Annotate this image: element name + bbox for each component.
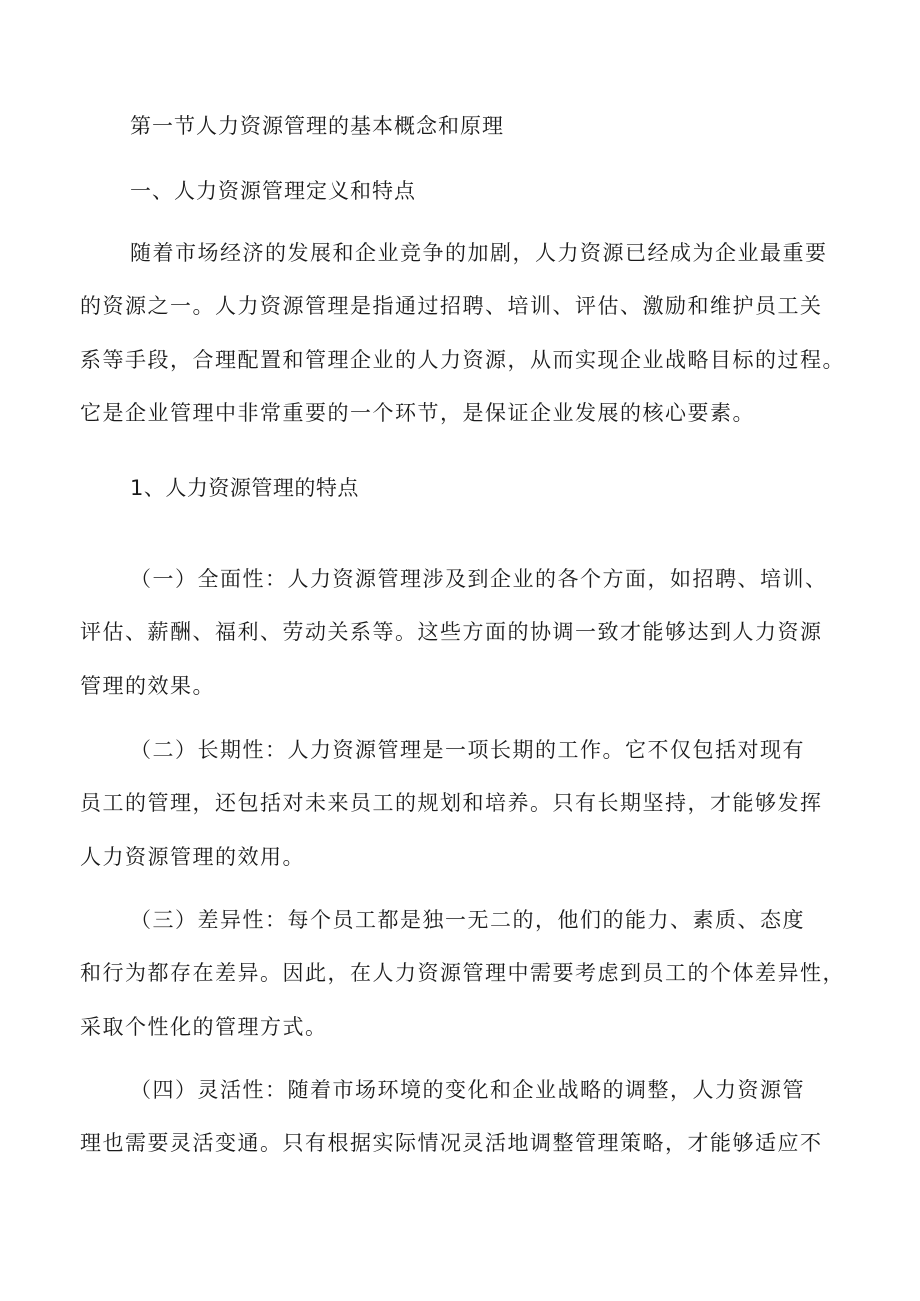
section-title: 第一节人力资源管理的基本概念和原理 — [130, 114, 504, 138]
paragraph-line: 系等手段，合理配置和管理企业的人力资源，从而实现企业战略目标的过程。 — [80, 348, 845, 372]
paragraph-line: 它是企业管理中非常重要的一个环节，是保证企业发展的核心要素。 — [80, 401, 755, 425]
paragraph-line: （三）差异性：每个员工都是独一无二的，他们的能力、素质、态度 — [130, 908, 805, 932]
paragraph-line: 和行为都存在差异。因此，在人力资源管理中需要考虑到员工的个体差异性， — [80, 961, 845, 985]
paragraph-line: 的资源之一。人力资源管理是指通过招聘、培训、评估、激励和维护员工关 — [80, 294, 823, 318]
paragraph-line: 人力资源管理的效用。 — [80, 845, 305, 869]
paragraph-line: 管理的效果。 — [80, 674, 215, 698]
paragraph-line: 员工的管理，还包括对未来员工的规划和培养。只有长期坚持，才能够发挥 — [80, 791, 823, 815]
features-heading: 1、人力资源管理的特点 — [130, 476, 359, 500]
paragraph-line: 评估、薪酬、福利、劳动关系等。这些方面的协调一致才能够达到人力资源 — [80, 620, 823, 644]
paragraph-line: （一）全面性：人力资源管理涉及到企业的各个方面，如招聘、培训、 — [130, 567, 828, 591]
paragraph-line: 理也需要灵活变通。只有根据实际情况灵活地调整管理策略，才能够适应不 — [80, 1131, 823, 1155]
paragraph-line: （二）长期性：人力资源管理是一项长期的工作。它不仅包括对现有 — [130, 738, 805, 762]
paragraph-line: （四）灵活性：随着市场环境的变化和企业战略的调整，人力资源管 — [130, 1078, 805, 1102]
paragraph-line: 随着市场经济的发展和企业竞争的加剧，人力资源已经成为企业最重要 — [130, 241, 828, 265]
subsection-title: 一、人力资源管理定义和特点 — [130, 179, 416, 203]
paragraph-line: 采取个性化的管理方式。 — [80, 1015, 328, 1039]
